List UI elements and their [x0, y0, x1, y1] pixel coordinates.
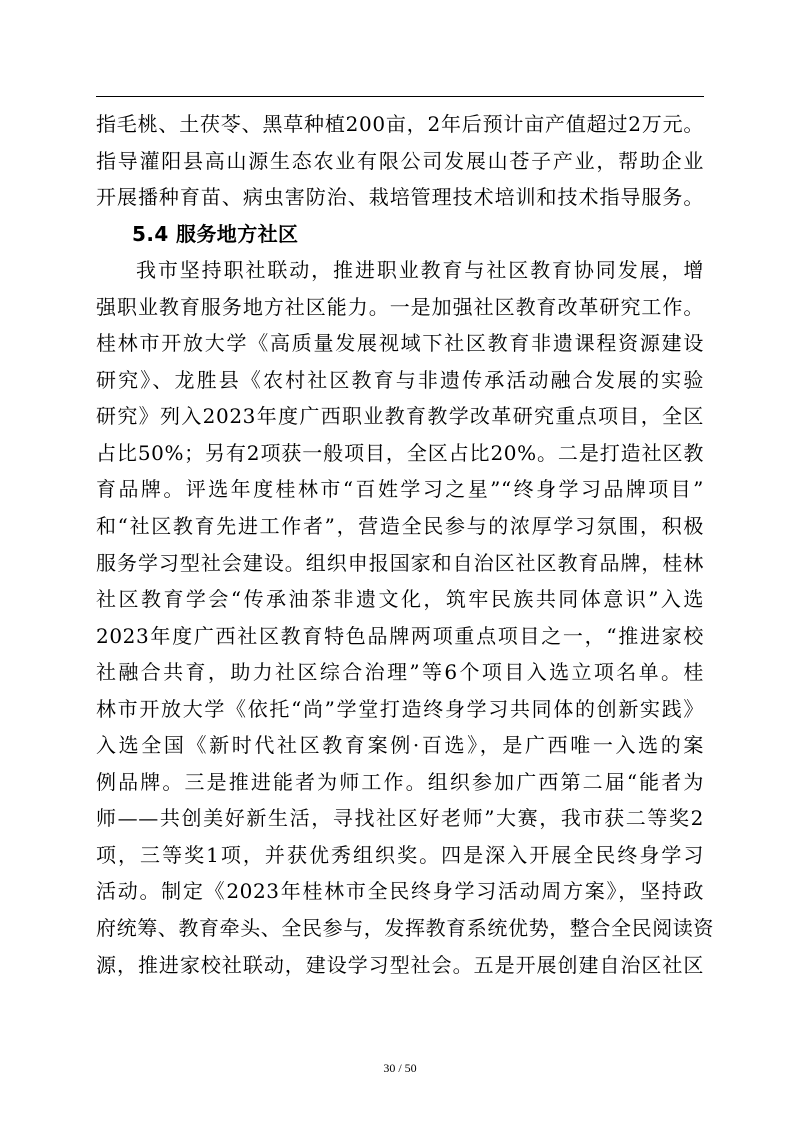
body-line: 指导灌阳县高山源生态农业有限公司发展山苍子产业，帮助企业	[96, 148, 704, 173]
paragraph-line: 研究》列入2023年度广西职业教育教学改革研究重点项目，全区	[96, 404, 704, 429]
paragraph-line: 例品牌。三是推进能者为师工作。组织参加广西第二届“能者为	[96, 769, 704, 794]
header-rule	[96, 96, 704, 97]
page-number: 30 / 50	[383, 1061, 417, 1075]
paragraph-line: 服务学习型社会建设。组织申报国家和自治区社区教育品牌，桂林	[96, 550, 704, 575]
paragraph-line: 师——共创美好新生活，寻找社区好老师”大赛，我市获二等奖2	[96, 806, 704, 831]
paragraph-line: 强职业教育服务地方社区能力。一是加强社区教育改革研究工作。	[96, 294, 704, 319]
page-body	[96, 106, 714, 983]
paragraph-line: 研究》、龙胜县《农村社区教育与非遗传承活动融合发展的实验	[96, 367, 704, 392]
body-line: 指毛桃、土茯苓、黑草种植200亩，2年后预计亩产值超过2万元。	[96, 112, 704, 136]
body-line: 开展播种育苗、病虫害防治、栽培管理技术培训和技术指导服务。	[96, 185, 704, 210]
paragraph-line: 活动。制定《2023年桂林市全民终身学习活动周方案》，坚持政	[96, 879, 704, 904]
paragraph-line: 育品牌。评选年度桂林市“百姓学习之星”“终身学习品牌项目”	[96, 477, 704, 502]
paragraph-line: 2023年度广西社区教育特色品牌两项重点项目之一，“推进家校	[96, 623, 704, 648]
paragraph-line: 和“社区教育先进工作者”，营造全民参与的浓厚学习氛围，积极	[96, 514, 704, 539]
paragraph-line: 占比50%；另有2项获一般项目，全区占比20%。二是打造社区教	[96, 440, 704, 465]
paragraph-line: 入选全国《新时代社区教育案例·百选》，是广西唯一入选的案	[96, 733, 704, 758]
paragraph-line: 府统筹、教育牵头、全民参与，发挥教育系统优势，整合全民阅读资	[96, 916, 714, 941]
paragraph-line: 项，三等奖1项，并获优秀组织奖。四是深入开展全民终身学习	[96, 842, 704, 867]
paragraph-line: 社融合共育，助力社区综合治理”等6个项目入选立项名单。桂	[96, 660, 704, 685]
paragraph-line: 我市坚持职社联动，推进职业教育与社区教育协同发展，增	[136, 258, 704, 283]
paragraph-line: 桂林市开放大学《高质量发展视域下社区教育非遗课程资源建设	[96, 331, 704, 356]
paragraph-line: 林市开放大学《依托“尚”学堂打造终身学习共同体的创新实践》	[96, 696, 704, 721]
paragraph-line: 社区教育学会“传承油茶非遗文化，筑牢民族共同体意识”入选	[96, 587, 704, 612]
paragraph-line: 源，推进家校社联动，建设学习型社会。五是开展创建自治区社区	[96, 952, 704, 977]
section-heading: 5.4 服务地方社区	[132, 221, 299, 246]
